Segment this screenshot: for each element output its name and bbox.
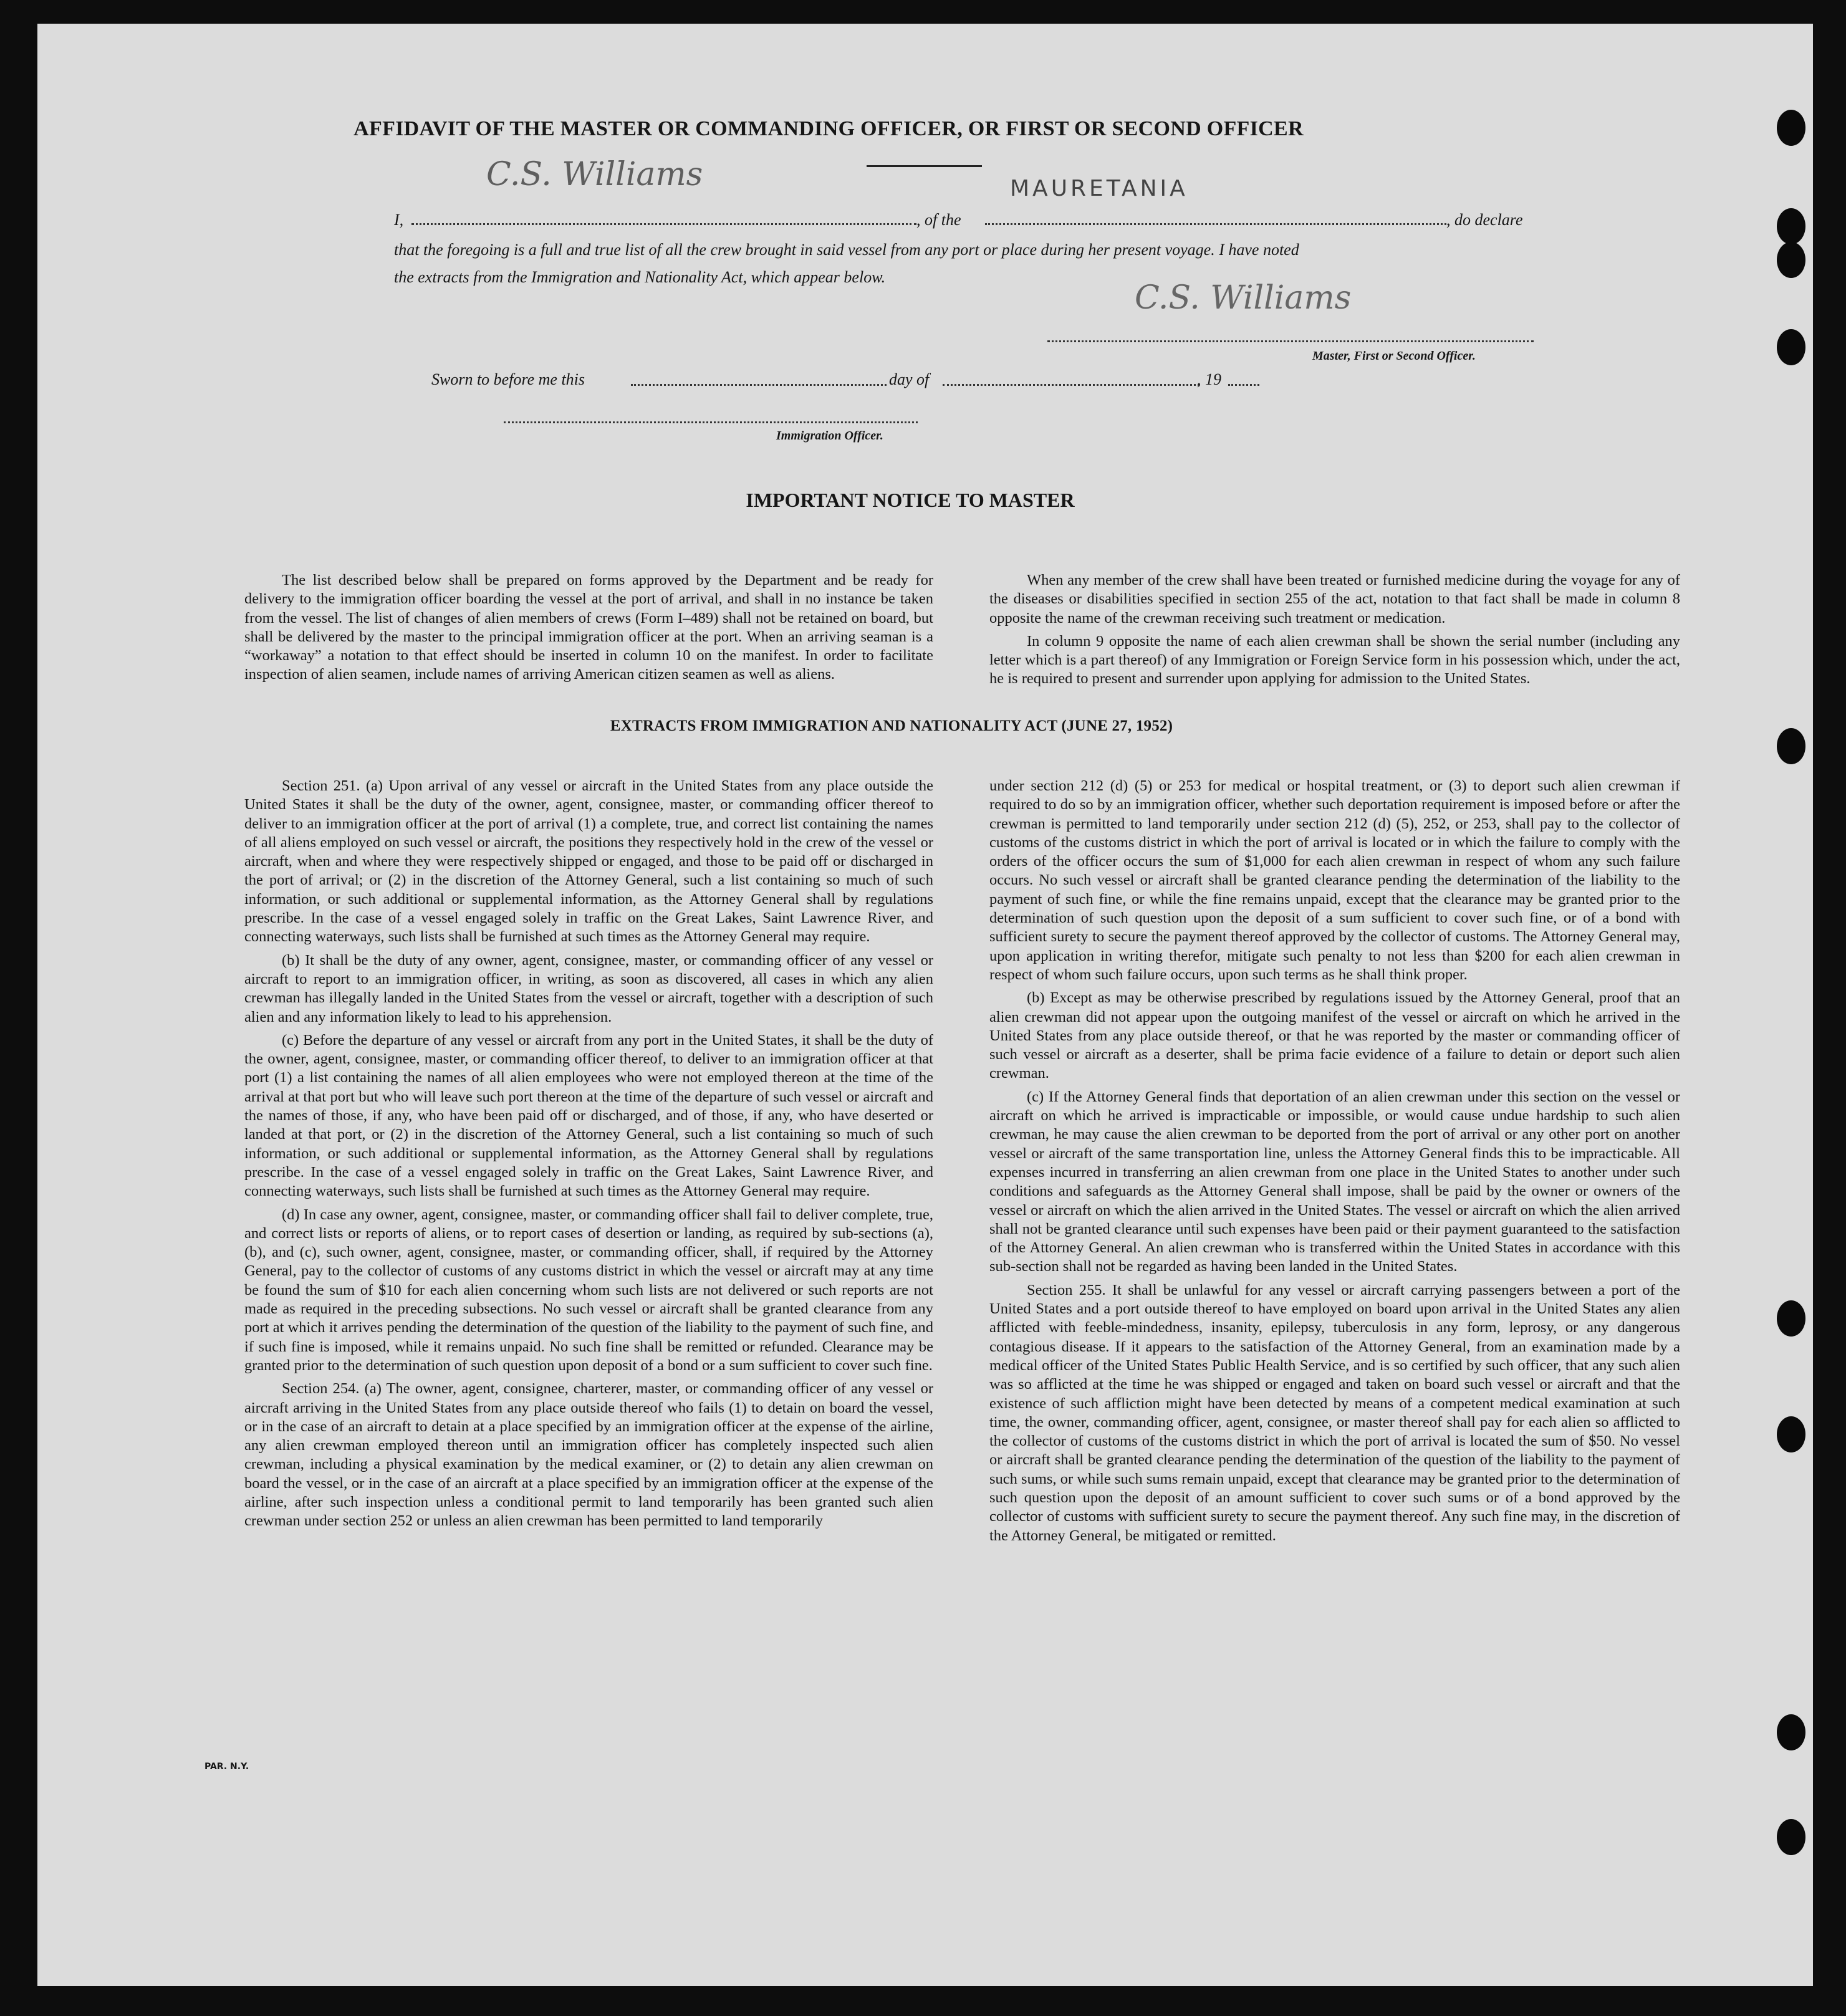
punch-hole	[1777, 728, 1805, 764]
notice-left-paragraph	[244, 571, 933, 689]
sworn-day-line	[631, 384, 887, 386]
affidavit-title: AFFIDAVIT OF THE MASTER OR COMMANDING OFFICER, OR FIRST OR SECOND OFFICER	[353, 117, 1304, 140]
immigration-officer-label: Immigration Officer.	[776, 429, 883, 443]
punch-hole	[1777, 242, 1805, 278]
section-254-a-continued: under section 212 (d) (5) or 253 for medical or hospital treatment, or (3) to deport such alien crewman if required to do so by an immigration officer, whether such deportation requirement is imposed before or after the crewman is permitted to land temporarily under section 212 (d) (5), 252, or 253, shall pay to the collector of customs of the customs district in which the port of arrival is located or in which the failure to comply with the orders of the officer occurs the sum of $1,000 for each alien crewman in respect of whom any such failure occurs. No such vessel or aircraft shall be granted clearance pending the determination of the liability to the payment of such fine, or while the fine remains unpaid, except that the clearance may be granted prior to the determination of such question upon the deposit of a sum sufficient to cover such fine, or of a bond with sufficient surety to secure the payment thereof approved by the collector of customs. The Attorney General may, upon application in writing therefor, mitigate such penalty to not less than $200 for each alien crewman in respect of whom such failure occurs, upon such terms as he shall think proper.	[989, 777, 1680, 983]
vessel-name-stamp: MAURETANIA	[1010, 176, 1188, 201]
label-i: I,	[394, 211, 404, 229]
master-label: Master, First or Second Officer.	[1312, 349, 1476, 363]
declaration-line-2: the extracts from the Immigration and Nationality Act, which appear below.	[394, 268, 886, 286]
notice-title: IMPORTANT NOTICE TO MASTER	[746, 489, 1075, 511]
notice-right-paragraphs	[989, 571, 1680, 693]
year-label: , 19	[1197, 370, 1221, 388]
name-line	[411, 223, 916, 225]
form-page	[37, 24, 1813, 1986]
officer-signature-handwritten: C.S. Williams	[1135, 279, 1352, 317]
declaration-line-1: that the foregoing is a full and true list of all the crew brought in said vessel from any port or place during her present voyage. I have noted	[394, 241, 1299, 259]
punch-hole	[1777, 1416, 1805, 1452]
section-254-c: (c) If the Attorney General finds that deportation of an alien crewman under this section on the vessel or aircraft on which he arrived is impracticable or impossible, or would cause undue hardship to such alien crewman, he may cause the alien crewman to be deported from the port of arrival or any other port on another vessel or aircraft of the same transportation line, unless the Attorney General finds this to be impracticable. All expenses incurred in transferring an alien crewman from one place in the United States to another under such conditions and safeguards as the Attorney General shall impose, shall be paid by the owner or owners of the vessel or aircraft on which the alien arrived in the United States. The vessel or aircraft on which the alien arrived shall not be granted clearance until such expenses have been paid or their payment guaranteed to the satisfaction of the Attorney General. An alien crewman who is transferred within the United States in accordance with this sub-section shall not be regarded as having been landed in the United States.	[989, 1088, 1680, 1275]
notice-right-text-2: In column 9 opposite the name of each alien crewman shall be shown the serial number (including any letter which is a part thereof) of any Immigration or Foreign Service form in his possession which, under the act, he is required to present and surrender upon applying for admission to the United States.	[989, 632, 1680, 688]
title-rule	[867, 165, 982, 167]
section-254-a: Section 254. (a) The owner, agent, consignee, charterer, master, or commanding officer of any vessel or aircraft arriving in the United States from any place outside thereof who fails (1) to detain on board the vessel, or in the case of an aircraft to detain at a place specified by an immigration officer at the expense of the airline, any alien crewman employed thereon until an immigration officer has completely inspected such alien crewman, including a physical examination by the medical examiner, or (2) to detain any alien crewman on board the vessel, or in the case of an aircraft at a place specified by an immigration officer at the expense of the airline, after such inspection unless a conditional permit to land temporarily has been granted such alien crewman under section 252 or unless an alien crewman has been permitted to land temporarily	[244, 1380, 933, 1530]
printer-mark: PAR. N.Y.	[204, 1762, 249, 1772]
sworn-year-line	[1228, 384, 1259, 386]
label-do-declare: , do declare	[1446, 211, 1523, 229]
section-251-b: (b) It shall be the duty of any owner, agent, consignee, master, or commanding officer of any vessel or aircraft to report to an immigration officer, in writing, as soon as discovered, all cases in which any alien crewman has illegally landed in the United States from the vessel or aircraft, together with a description of such alien and any information likely to lead to his apprehension.	[244, 951, 933, 1025]
extracts-left-column	[244, 777, 933, 1535]
label-of-the: , of the	[916, 211, 961, 229]
section-255: Section 255. It shall be unlawful for any vessel or aircraft carrying passengers between a port of the United States and a port outside thereof to have employed on board upon arrival in the United States any alien afflicted with feeble-mindedness, insanity, epilepsy, tuberculosis in any form, leprosy, or any dangerous contagious disease. If it appears to the satisfaction of the Attorney General, from an examination made by a medical officer of the United States Public Health Service, and is so certified by such officer, that any such alien was so afflicted at the time he was shipped or engaged and taken on board such vessel or aircraft and that the existence of such affliction might have been detected by means of a competent medical examination at such time, the owner, commanding officer, agent, consignee, or master thereof shall pay for each alien so afflicted to the collector of customs of the customs district in which the port of arrival is located the sum of $50. No vessel or aircraft shall be granted clearance pending the determination of the question of the liability to the payment of such sums, or while such sums remain unpaid, except that clearance may be granted prior to the determination of such question upon the deposit of an amount sufficient to cover such sums or of a bond approved by the collector of customs with sufficient surety to secure the payment thereof. Any such fine may, in the discretion of the Attorney General, be mitigated or remitted.	[989, 1281, 1680, 1544]
immigration-officer-line	[504, 421, 918, 423]
extracts-title: EXTRACTS FROM IMMIGRATION AND NATIONALITY ACT (JUNE 27, 1952)	[610, 718, 1173, 734]
section-251-c: (c) Before the departure of any vessel or aircraft from any port in the United States, it shall be the duty of the owner, agent, consignee, master, or commanding officer thereof, to deliver to an immigration officer at that port (1) a list containing the names of all alien employees who were not employed thereon at the time of the arrival at that port but who will leave such port thereon at the time of the departure of such vessel or aircraft and the names of those, if any, who have been paid off or discharged, and of those, if any, who have deserted or landed at that port, or (2) in the discretion of the Attorney General, such a list containing so much of such information, or such additional or supplemental information, as the Attorney General shall by regulations prescribe. In the case of a vessel engaged solely in traffic on the Great Lakes, Saint Lawrence River, and connecting waterways, such lists shall be furnished at such times as the Attorney General may require.	[244, 1031, 933, 1200]
punch-hole	[1777, 1300, 1805, 1337]
section-251-d: (d) In case any owner, agent, consignee, master, or commanding officer shall fail to deliver complete, true, and correct lists or reports of aliens, or to report cases of desertion or landing, as required by sub-sections (a), (b), and (c), such owner, agent, consignee, master, or commanding officer, shall, if required by the Attorney General, pay to the collector of customs of any customs district in which the vessel or aircraft may at any time be found the sum of $10 for each alien concerning whom such lists are not delivered or such reports are not made as required in the preceding subsections. No such vessel or aircraft shall be granted clearance from any port at which it arrives pending the determination of the question of the liability to the payment of such fine, and if such fine is imposed, while it remains unpaid. No such fine shall be remitted or refunded. Clearance may be granted prior to the determination of such question upon deposit of a bond or a sum sufficient to cover such fine.	[244, 1206, 933, 1374]
vessel-line	[985, 223, 1446, 225]
punch-hole	[1777, 208, 1805, 244]
day-of-label: day of	[889, 370, 930, 388]
punch-hole	[1777, 1714, 1805, 1750]
master-signature-line	[1047, 340, 1534, 342]
sworn-month-line	[943, 384, 1199, 386]
notice-right-text-1: When any member of the crew shall have been treated or furnished medicine during the voyage for any of the diseases or disabilities specified in section 255 of the act, notation to that fact shall be made in column 8 opposite the name of the crewman receiving such treatment or medication.	[989, 572, 1680, 626]
extracts-right-column	[989, 777, 1680, 1550]
section-254-b: (b) Except as may be otherwise prescribed by regulations issued by the Attorney General, proof that an alien crewman did not appear upon the outgoing manifest of the vessel or aircraft on which he arrived in the United States from any place outside thereof, or that he was reported by the master or commanding officer of such vessel or aircraft as a deserter, shall be prima facie evidence of a failure to detain or deport such alien crewman.	[989, 989, 1680, 1082]
section-251-a: Section 251. (a) Upon arrival of any vessel or aircraft in the United States from any place outside the United States it shall be the duty of the owner, agent, consignee, master, or commanding officer thereof to deliver to an immigration officer at the port of arrival (1) a complete, true, and correct list containing the names of all aliens employed on such vessel or aircraft, the positions they respectively hold in the crew of the vessel or aircraft, when and where they were respectively shipped or engaged, and those to be paid off or discharged in the port of arrival; or (2) in the discretion of the Attorney General, such a list containing so much of such information, or such additional or supplemental information, as the Attorney General shall by regulations prescribe. In the case of a vessel engaged solely in traffic on the Great Lakes, Saint Lawrence River, and connecting waterways, such lists shall be furnished at such times as the Attorney General may require.	[244, 777, 933, 946]
master-signature-handwritten: C.S. Williams	[486, 156, 703, 193]
punch-hole	[1777, 329, 1805, 365]
notice-left-text: The list described below shall be prepared on forms approved by the Department and be ready for delivery to the immigration officer boarding the vessel at the port of arrival, and shall in no instance be taken from the vessel. The list of changes of alien members of crews (Form I–489) shall not be retained on board, but shall be delivered by the master to the principal immigration officer at the port. When an arriving seaman is a “workaway” a notation to that effect should be inserted in column 10 on the manifest. In order to facilitate inspection of alien seamen, include names of arriving American citizen seamen as well as aliens.	[244, 572, 933, 683]
punch-hole	[1777, 1819, 1805, 1855]
sworn-label: Sworn to before me this	[431, 370, 585, 388]
